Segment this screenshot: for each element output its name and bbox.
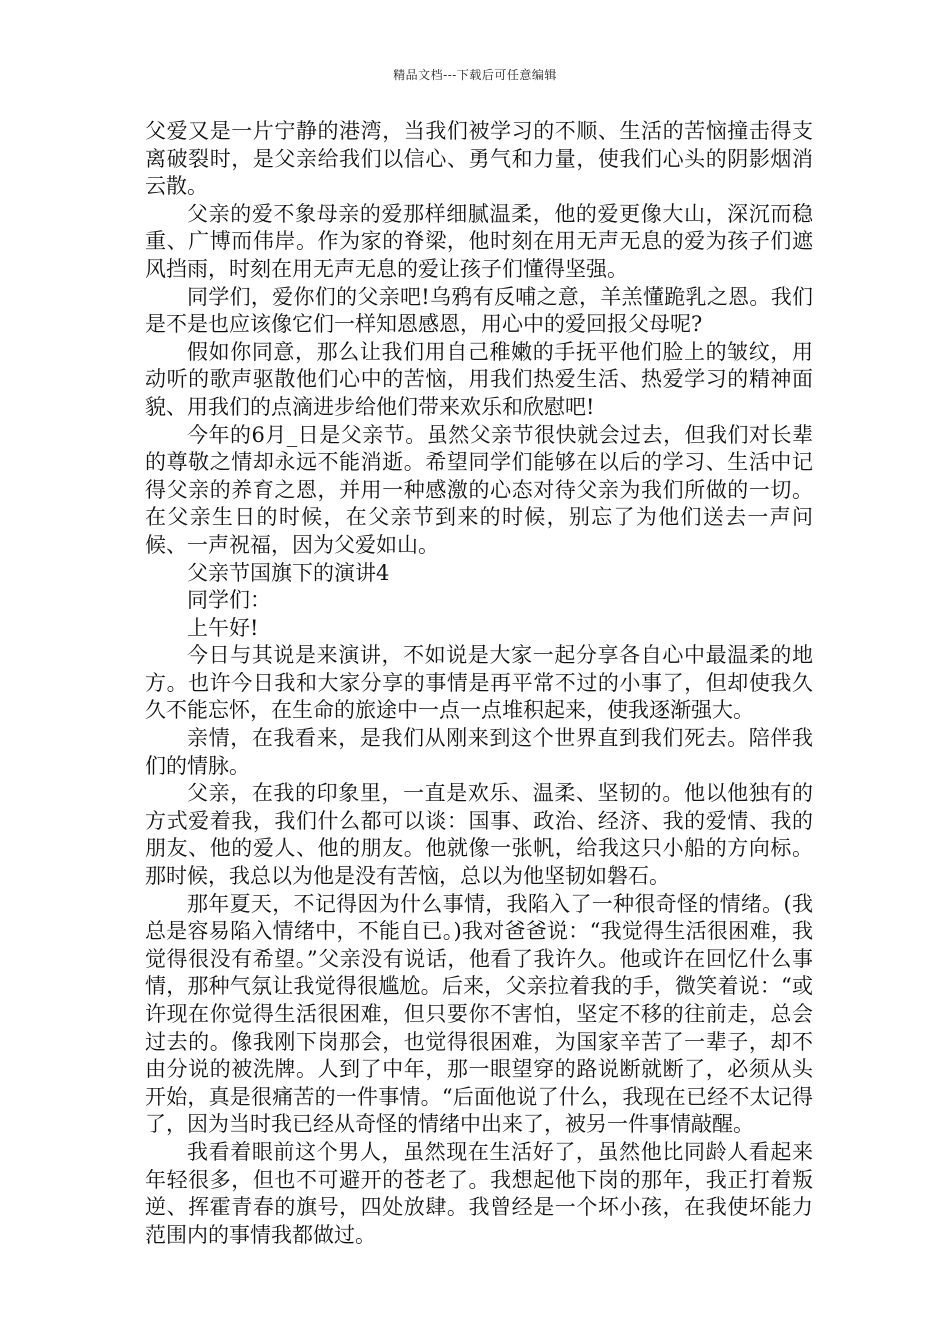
salutation: 同学们： [187, 588, 271, 613]
paragraph: 今年的6月_日是父亲节。虽然父亲节很快就会过去，但我们对长辈的尊敬之情却永远不能消逝。希望同学们能够在以后的学习、生活中记得父亲的养育之恩，并用一种感激的心态对待父亲为我们所做的一切。在父亲生日的时候，在父亲节到来的时候，别忘了为他们送去一声问候、一声祝福，因为父爱如山。 [145, 422, 813, 557]
paragraph: 我看着眼前这个男人，虽然现在生活好了，虽然他比同龄人看起来年轻很多，但也不可避开的苍老了。我想起他下岗的那年，我正打着叛逆、挥霍青春的旗号，四处放肆。我曾经是一个坏小孩，在我使坏能力范围内的事情我都做过。 [145, 1139, 813, 1247]
paragraph: 亲情，在我看来，是我们从刚来到这个世界直到我们死去。陪伴我们的情脉。 [145, 726, 813, 778]
paragraph: 那年夏天，不记得因为什么事情，我陷入了一种很奇怪的情绪。(我总是容易陷入情绪中，不能自已。)我对爸爸说：“我觉得生活很困难，我觉得很没有希望。”父亲没有说话，他看了我许久。他或许在回忆什么事情，那种气氛让我觉得很尴尬。后来，父亲拉着我的手，微笑着说：“或许现在你觉得生活很困难，但只要你不害怕，坚定不移的往前走，总会过去的。像我刚下岗那会，也觉得很困难，为国家辛苦了一辈子，却不由分说的被洗牌。人到了中年，那一眼望穿的路说断就断了，必须从头开始，真是很痛苦的一件事情。“后面他说了什么，我现在已经不太记得了，因为当时我已经从奇怪的情绪中出来了，被另一件事情敲醒。 [145, 891, 813, 1137]
paragraph: 同学们，爱你们的父亲吧!乌鸦有反哺之意，羊羔懂跪乳之恩。我们是不是也应该像它们一样知恩感恩，用心中的爱回报父母呢? [145, 284, 813, 337]
page-header: 精品文档---下载后可任意编辑 [393, 68, 557, 82]
paragraph: 假如你同意，那么让我们用自己稚嫩的手抚平他们脸上的皱纹，用动听的歌声驱散他们心中的苦恼，用我们热爱生活、热爱学习的精神面貌、用我们的点滴进步给他们带来欢乐和欣慰吧! [145, 339, 813, 419]
document-body [145, 118, 813, 1249]
paragraph: 今日与其说是来演讲，不如说是大家一起分享各自心中最温柔的地方。也许今日我和大家分享的事情是再平常不过的小事了，但却使我久久不能忘怀，在生命的旅途中一点一点堆积起来，使我逐渐强大。 [145, 643, 813, 723]
greeting: 上午好! [187, 615, 259, 640]
paragraph: 父亲，在我的印象里，一直是欢乐、温柔、坚韧的。他以他独有的方式爱着我，我们什么都可以谈：国事、政治、经济、我的爱情、我的朋友、他的爱人、他的朋友。他就像一张帆，给我这只小船的方向标。那时候，我总以为他是没有苦恼，总以为他坚韧如磐石。 [145, 781, 813, 889]
section-title: 父亲节国旗下的演讲4 [187, 560, 390, 585]
paragraph: 父爱又是一片宁静的港湾，当我们被学习的不顺、生活的苦恼撞击得支离破裂时，是父亲给我们以信心、勇气和力量，使我们心头的阴影烟消云散。 [145, 119, 813, 199]
paragraph: 父亲的爱不象母亲的爱那样细腻温柔，他的爱更像大山，深沉而稳重、广博而伟岸。作为家的脊梁，他时刻在用无声无息的爱为孩子们遮风挡雨，时刻在用无声无息的爱让孩子们懂得坚强。 [145, 201, 813, 281]
